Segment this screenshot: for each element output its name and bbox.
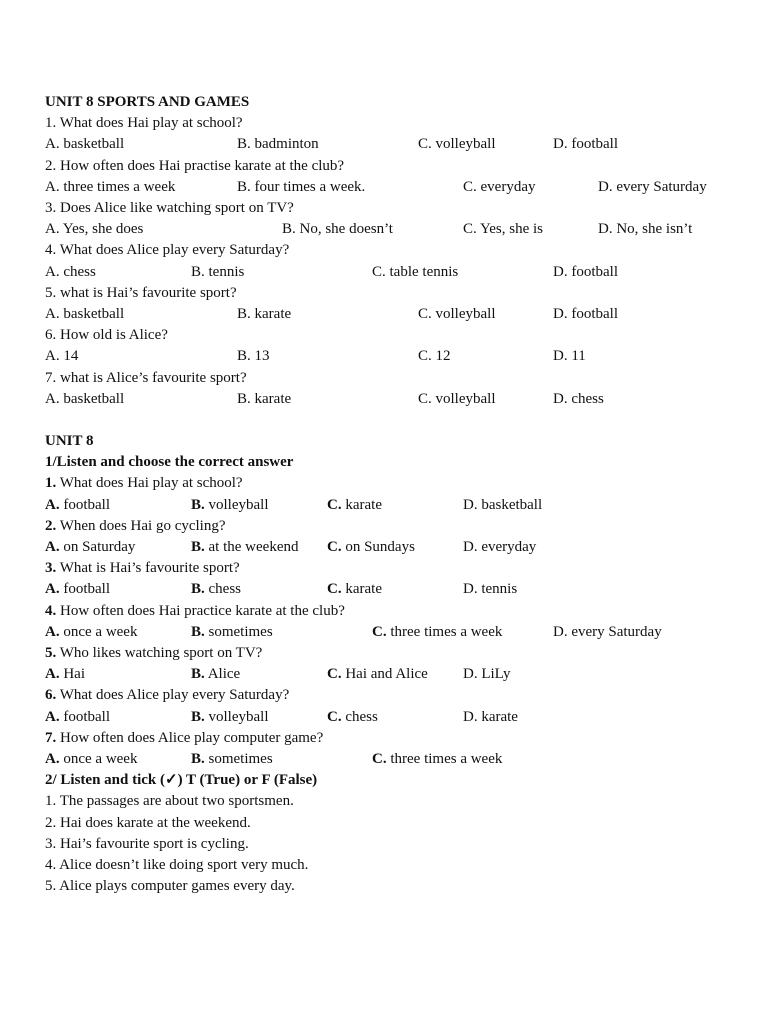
- answer-option: C. volleyball: [418, 390, 496, 407]
- option-text: once a week: [59, 751, 138, 767]
- answer-option: [45, 707, 110, 728]
- answer-option: C. volleyball: [418, 306, 496, 322]
- section2-title-text: UNIT 8: [45, 433, 94, 449]
- option-text: sometimes: [204, 623, 273, 640]
- option-letter: C.: [327, 581, 342, 598]
- answer-option: B. No, she doesn’t: [282, 221, 393, 238]
- question: [45, 283, 237, 304]
- option-text: football: [59, 581, 110, 598]
- option-text: football: [59, 496, 110, 513]
- answer-option: [191, 622, 273, 643]
- answer-option: A. basketball: [45, 306, 125, 322]
- answer-option: B. tennis: [191, 263, 245, 280]
- statement: [45, 834, 249, 855]
- question: [45, 156, 344, 177]
- option-letter: A.: [45, 751, 60, 767]
- option-text: D. every Saturday: [553, 623, 662, 640]
- options-row: [45, 579, 745, 600]
- option-letter: A.: [45, 708, 60, 725]
- option-letter: B.: [191, 623, 205, 640]
- options-row: [45, 134, 745, 155]
- options-row: [45, 707, 745, 728]
- option-text: three times a week: [386, 623, 503, 640]
- option-letter: A.: [45, 496, 60, 513]
- question-number: 7.: [45, 729, 57, 746]
- question-text: 6. How old is Alice?: [45, 327, 168, 344]
- option-text: on Saturday: [59, 539, 136, 555]
- option-letter: C.: [372, 623, 387, 640]
- question: [45, 643, 262, 664]
- answer-option: D. No, she isn’t: [598, 221, 693, 238]
- answer-option: A. chess: [45, 263, 96, 280]
- options-row: [45, 389, 745, 410]
- options-row: [45, 664, 745, 685]
- part2-title: [45, 770, 317, 791]
- option-text: three times a week: [386, 751, 503, 767]
- options-row: [45, 749, 745, 770]
- statement: [45, 791, 294, 812]
- answer-option: D. football: [553, 263, 618, 280]
- answer-option: B. karate: [237, 306, 292, 322]
- question-text: 1. What does Hai play at school?: [45, 115, 243, 132]
- options-row: [45, 262, 745, 283]
- option-letter: A.: [45, 623, 60, 640]
- option-letter: A.: [45, 539, 60, 555]
- question-text: 2. How often does Hai practise karate at the club?: [45, 157, 345, 174]
- answer-option: D. football: [553, 136, 618, 153]
- option-text: D. tennis: [463, 581, 518, 598]
- question-text: What is Hai’s favourite sport?: [56, 560, 240, 577]
- section2-title: [45, 431, 94, 452]
- question: [45, 685, 289, 706]
- statement: [45, 855, 308, 876]
- options-row: [45, 304, 745, 325]
- question-number: 1.: [45, 475, 57, 492]
- answer-option: D. every Saturday: [598, 178, 707, 195]
- answer-option: [463, 664, 511, 685]
- option-text: football: [59, 708, 110, 725]
- answer-option: D. chess: [553, 390, 604, 407]
- section1-title-text: UNIT 8 SPORTS AND GAMES: [45, 94, 250, 110]
- question-number: 6.: [45, 687, 57, 704]
- part1-title: [45, 452, 293, 473]
- answer-option: [191, 495, 269, 516]
- answer-option: [45, 622, 137, 643]
- answer-option: D. football: [553, 306, 618, 322]
- statement-text: 4. Alice doesn’t like doing sport very much.: [45, 857, 309, 873]
- question-text: 7. what is Alice’s favourite sport?: [45, 369, 247, 386]
- answer-option: A. 14: [45, 348, 79, 365]
- answer-option: D. 11: [553, 348, 586, 365]
- answer-option: [191, 707, 269, 728]
- answer-option: C. Yes, she is: [463, 221, 544, 238]
- option-letter: A.: [45, 666, 60, 683]
- option-text: on Sundays: [341, 539, 415, 555]
- option-text: D. basketball: [463, 496, 543, 513]
- options-row: [45, 346, 745, 367]
- answer-option: C. 12: [418, 348, 451, 365]
- answer-option: [191, 579, 241, 600]
- option-text: D. everyday: [463, 539, 537, 555]
- question: [45, 601, 345, 622]
- option-text: D. LiLy: [463, 666, 511, 683]
- option-text: at the weekend: [204, 539, 299, 555]
- answer-option: C. everyday: [463, 178, 536, 195]
- answer-option: A. Yes, she does: [45, 221, 144, 238]
- option-text: sometimes: [204, 751, 273, 767]
- question: [45, 516, 226, 537]
- option-letter: B.: [191, 581, 205, 598]
- option-text: chess: [204, 581, 242, 598]
- options-row: [45, 219, 745, 240]
- statement: [45, 876, 295, 897]
- option-letter: C.: [327, 496, 342, 513]
- answer-option: B. badminton: [237, 136, 319, 153]
- answer-option: [45, 664, 85, 685]
- part1-title-text: 1/Listen and choose the correct answer: [45, 454, 294, 471]
- option-letter: B.: [191, 708, 205, 725]
- option-letter: B.: [191, 539, 205, 555]
- option-letter: C.: [327, 708, 342, 725]
- option-text: karate: [341, 496, 382, 513]
- answer-option: [327, 579, 382, 600]
- answer-option: B. karate: [237, 390, 292, 407]
- option-text: Hai and Alice: [341, 666, 428, 683]
- option-text: karate: [341, 581, 382, 598]
- answer-option: A. three times a week: [45, 178, 176, 195]
- options-row: [45, 537, 745, 558]
- options-row: [45, 495, 745, 516]
- statement-text: 5. Alice plays computer games every day.: [45, 878, 295, 895]
- answer-option: A. basketball: [45, 390, 125, 407]
- question: [45, 473, 243, 494]
- question-text: Who likes watching sport on TV?: [56, 645, 263, 661]
- section1-title: [45, 92, 249, 113]
- question-text: 3. Does Alice like watching sport on TV?: [45, 200, 294, 216]
- answer-option: C. table tennis: [372, 263, 459, 280]
- answer-option: [191, 537, 298, 558]
- statement-text: 3. Hai’s favourite sport is cycling.: [45, 835, 249, 852]
- answer-option: [327, 495, 382, 516]
- question: [45, 728, 323, 749]
- answer-option: [45, 749, 137, 770]
- question-text: 5. what is Hai’s favourite sport?: [45, 284, 237, 301]
- option-text: Hai: [59, 666, 86, 683]
- question: [45, 113, 243, 134]
- answer-option: [372, 749, 502, 770]
- answer-option: [463, 537, 536, 558]
- statement-text: 1. The passages are about two sportsmen.: [45, 793, 294, 810]
- answer-option: A. basketball: [45, 136, 125, 153]
- option-letter: B.: [191, 751, 205, 767]
- answer-option: C. volleyball: [418, 136, 496, 153]
- option-text: D. karate: [463, 708, 518, 725]
- question: [45, 198, 294, 219]
- answer-option: [45, 495, 110, 516]
- option-letter: C.: [327, 539, 342, 555]
- option-text: once a week: [59, 623, 138, 640]
- option-text: Alice: [204, 666, 241, 683]
- question: [45, 368, 247, 389]
- option-letter: C.: [372, 751, 387, 767]
- question: [45, 240, 289, 261]
- answer-option: B. four times a week.: [237, 178, 366, 195]
- question-number: 4.: [45, 602, 57, 619]
- answer-option: [463, 495, 542, 516]
- answer-option: [45, 579, 110, 600]
- answer-option: [191, 664, 240, 685]
- question-number: 5.: [45, 645, 57, 661]
- question-text: How often does Alice play computer game?: [56, 729, 324, 746]
- option-text: volleyball: [204, 708, 269, 725]
- question-text: How often does Hai practice karate at the club?: [56, 602, 345, 619]
- options-row: [45, 622, 745, 643]
- option-text: volleyball: [204, 496, 269, 513]
- answer-option: [553, 622, 662, 643]
- question-number: 3.: [45, 560, 57, 577]
- option-letter: B.: [191, 496, 205, 513]
- answer-option: [372, 622, 502, 643]
- statement: [45, 813, 251, 834]
- option-letter: B.: [191, 666, 205, 683]
- answer-option: [191, 749, 273, 770]
- question-text: What does Hai play at school?: [56, 475, 243, 492]
- answer-option: [45, 537, 135, 558]
- answer-option: B. 13: [237, 348, 270, 365]
- question: [45, 558, 240, 579]
- part2-title-text: 2/ Listen and tick (✓) T (True) or F (False): [45, 772, 318, 789]
- question-text: 4. What does Alice play every Saturday?: [45, 242, 290, 259]
- answer-option: [463, 707, 518, 728]
- question-text: When does Hai go cycling?: [56, 517, 226, 534]
- answer-option: [327, 707, 378, 728]
- question-number: 2.: [45, 517, 57, 534]
- question: [45, 325, 168, 346]
- answer-option: [327, 537, 415, 558]
- options-row: [45, 177, 745, 198]
- option-letter: C.: [327, 666, 342, 683]
- option-letter: A.: [45, 581, 60, 598]
- answer-option: [463, 579, 517, 600]
- question-text: What does Alice play every Saturday?: [56, 687, 290, 704]
- option-text: chess: [341, 708, 378, 725]
- answer-option: [327, 664, 428, 685]
- statement-text: 2. Hai does karate at the weekend.: [45, 814, 251, 831]
